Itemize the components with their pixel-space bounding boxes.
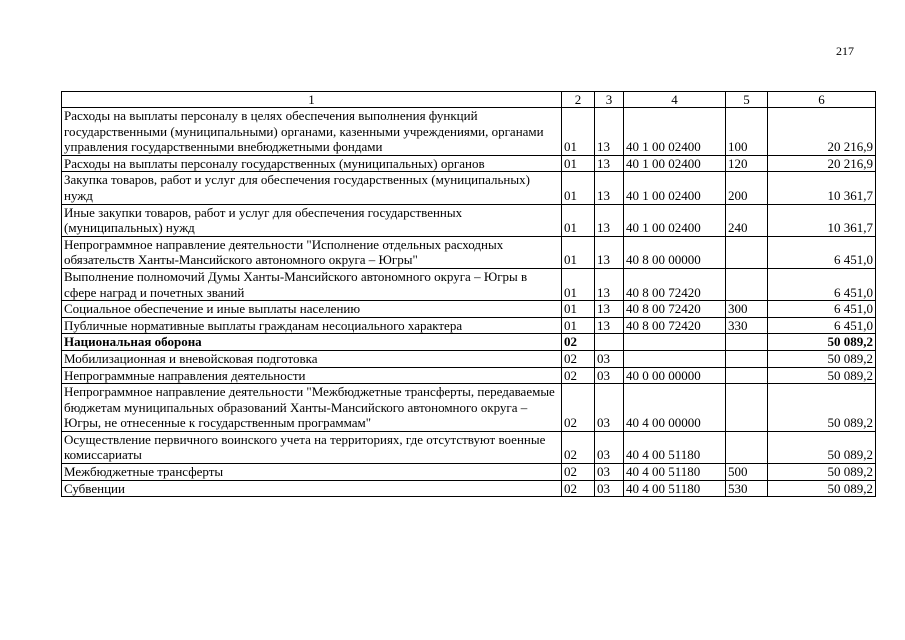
row-section: 01 [562,172,595,204]
row-target-article [624,334,726,351]
row-target-article: 40 4 00 00000 [624,384,726,432]
row-section: 02 [562,431,595,463]
table-row [62,204,876,236]
row-target-article: 40 8 00 72420 [624,317,726,334]
row-section: 01 [562,301,595,318]
row-expense-type: 200 [726,172,768,204]
row-section: 01 [562,236,595,268]
row-expense-type: 100 [726,108,768,156]
row-section: 02 [562,464,595,481]
table-row [62,155,876,172]
table-row [62,431,876,463]
row-name: Субвенции [62,480,562,497]
row-amount: 50 089,2 [768,431,876,463]
row-section: 01 [562,268,595,300]
header-col-5: 5 [726,92,768,108]
row-subsection: 13 [595,108,624,156]
row-name: Расходы на выплаты персоналу в целях обеспечения выполнения функций государственными (муниципальными) органами, казенными учреждениями, органами управления государственными внебюджетными фондами [62,108,562,156]
row-subsection: 13 [595,172,624,204]
row-expense-type [726,334,768,351]
row-subsection: 13 [595,204,624,236]
row-target-article: 40 1 00 02400 [624,155,726,172]
table-body [62,108,876,497]
row-amount: 50 089,2 [768,367,876,384]
table-header-row [62,92,876,108]
row-section: 02 [562,367,595,384]
row-expense-type [726,236,768,268]
row-amount: 20 216,9 [768,155,876,172]
header-col-3: 3 [595,92,624,108]
row-target-article: 40 0 00 00000 [624,367,726,384]
row-target-article: 40 4 00 51180 [624,464,726,481]
row-expense-type: 330 [726,317,768,334]
row-expense-type [726,367,768,384]
row-amount: 50 089,2 [768,464,876,481]
table-row [62,384,876,432]
row-expense-type [726,384,768,432]
row-target-article: 40 8 00 72420 [624,301,726,318]
row-subsection: 13 [595,268,624,300]
row-section: 01 [562,317,595,334]
row-amount: 50 089,2 [768,480,876,497]
row-expense-type [726,268,768,300]
row-expense-type [726,431,768,463]
row-amount: 10 361,7 [768,204,876,236]
row-amount: 50 089,2 [768,334,876,351]
row-section: 01 [562,108,595,156]
row-name: Публичные нормативные выплаты гражданам несоциального характера [62,317,562,334]
row-expense-type: 240 [726,204,768,236]
row-subsection: 13 [595,301,624,318]
table-row [62,317,876,334]
row-expense-type: 120 [726,155,768,172]
row-name: Межбюджетные трансферты [62,464,562,481]
row-name: Непрограммные направления деятельности [62,367,562,384]
row-subsection: 03 [595,350,624,367]
row-name: Национальная оборона [62,334,562,351]
row-amount: 6 451,0 [768,236,876,268]
row-target-article: 40 4 00 51180 [624,431,726,463]
table-row [62,367,876,384]
row-amount: 6 451,0 [768,317,876,334]
table-row [62,108,876,156]
row-target-article: 40 1 00 02400 [624,108,726,156]
row-subsection: 03 [595,367,624,384]
table-row [62,464,876,481]
row-amount: 50 089,2 [768,350,876,367]
row-amount: 10 361,7 [768,172,876,204]
row-subsection: 03 [595,431,624,463]
row-subsection: 13 [595,155,624,172]
row-amount: 20 216,9 [768,108,876,156]
row-name: Непрограммное направление деятельности "Исполнение отдельных расходных обязательств Ханты-Мансийского автономного округа – Югры" [62,236,562,268]
row-name: Выполнение полномочий Думы Ханты-Мансийского автономного округа – Югры в сфере наград и почетных званий [62,268,562,300]
row-name: Непрограммное направление деятельности "Межбюджетные трансферты, передаваемые бюджетам муниципальных образований Ханты-Мансийского автономного округа – Югры, не отнесенные к государственным программам" [62,384,562,432]
table-row [62,480,876,497]
budget-table [61,91,876,497]
row-expense-type: 300 [726,301,768,318]
row-section: 01 [562,155,595,172]
table-row [62,301,876,318]
row-subsection: 03 [595,480,624,497]
header-col-6: 6 [768,92,876,108]
row-section: 02 [562,384,595,432]
row-name: Социальное обеспечение и иные выплаты населению [62,301,562,318]
row-name: Расходы на выплаты персоналу государственных (муниципальных) органов [62,155,562,172]
table-row [62,268,876,300]
row-section: 02 [562,334,595,351]
row-target-article [624,350,726,367]
row-subsection [595,334,624,351]
header-col-1: 1 [62,92,562,108]
page-number: 217 [836,44,854,58]
row-amount: 6 451,0 [768,268,876,300]
row-target-article: 40 4 00 51180 [624,480,726,497]
row-expense-type: 500 [726,464,768,481]
row-subsection: 03 [595,384,624,432]
row-subsection: 03 [595,464,624,481]
row-name: Мобилизационная и вневойсковая подготовка [62,350,562,367]
row-subsection: 13 [595,236,624,268]
table-row [62,350,876,367]
row-amount: 50 089,2 [768,384,876,432]
row-target-article: 40 1 00 02400 [624,204,726,236]
row-section: 01 [562,204,595,236]
row-target-article: 40 8 00 72420 [624,268,726,300]
row-name: Иные закупки товаров, работ и услуг для обеспечения государственных (муниципальных) нужд [62,204,562,236]
table-row [62,236,876,268]
table-row [62,172,876,204]
header-col-2: 2 [562,92,595,108]
row-expense-type: 530 [726,480,768,497]
row-name: Закупка товаров, работ и услуг для обеспечения государственных (муниципальных) нужд [62,172,562,204]
row-section: 02 [562,480,595,497]
row-target-article: 40 1 00 02400 [624,172,726,204]
row-section: 02 [562,350,595,367]
row-target-article: 40 8 00 00000 [624,236,726,268]
row-subsection: 13 [595,317,624,334]
row-amount: 6 451,0 [768,301,876,318]
header-col-4: 4 [624,92,726,108]
row-expense-type [726,350,768,367]
table-row [62,334,876,351]
row-name: Осуществление первичного воинского учета на территориях, где отсутствуют военные комиссариаты [62,431,562,463]
